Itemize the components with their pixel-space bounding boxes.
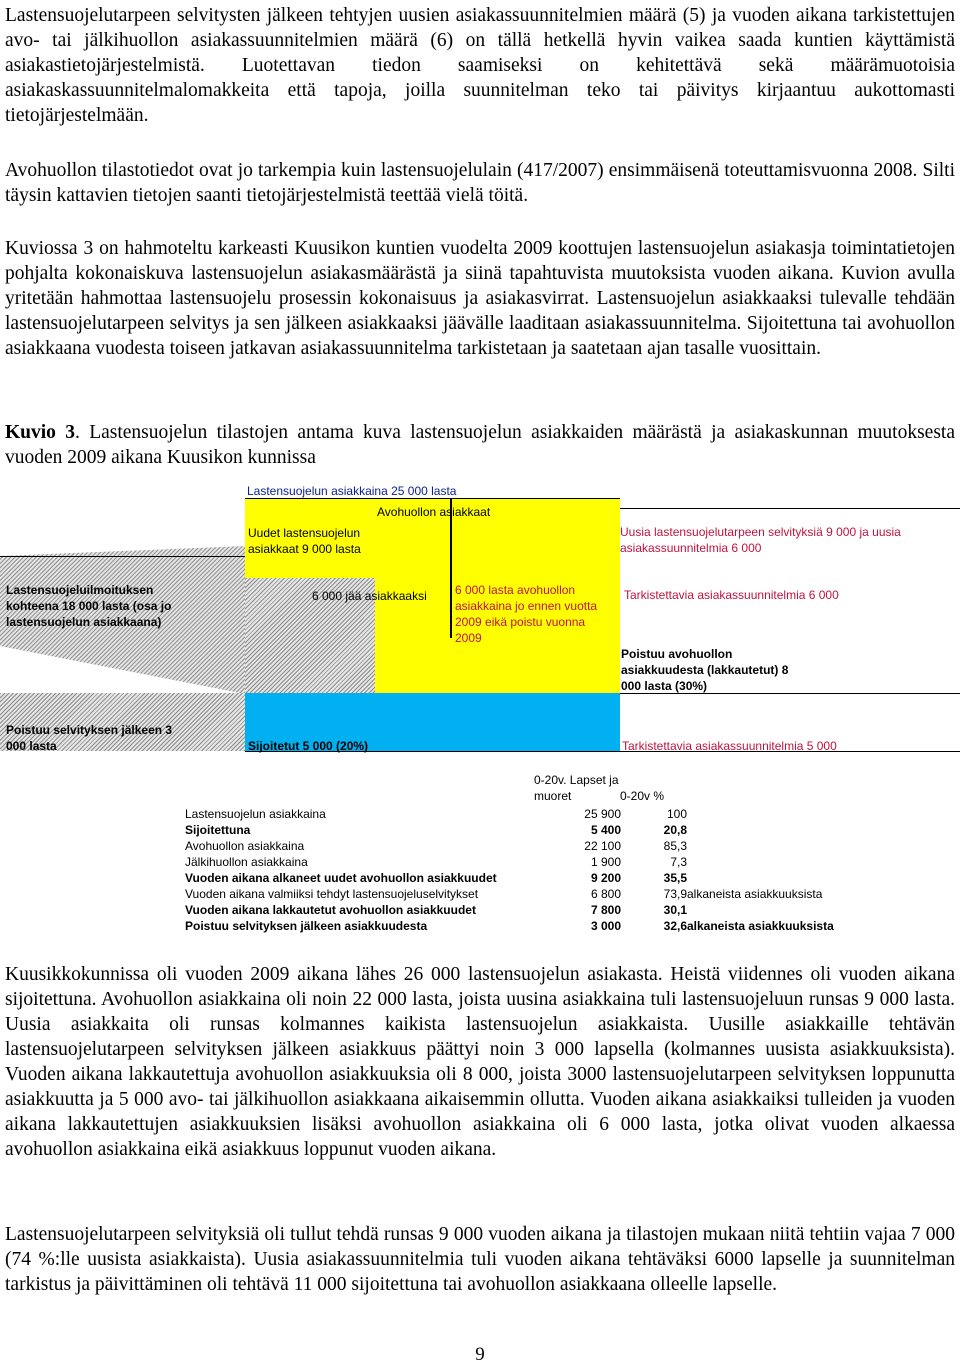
table-row bbox=[185, 822, 865, 838]
table-row bbox=[185, 902, 865, 918]
table-row bbox=[185, 918, 865, 934]
caption-text: . Lastensuojelun tilastojen antama kuva lastensuojelun asiakkaiden määrästä ja asiakaskunnan muutoksesta vuoden 2009 aikana Kuusikon kunnissa bbox=[5, 422, 955, 468]
total-label: Lastensuojelun asiakkaina 25 000 lasta bbox=[247, 484, 457, 498]
row-label: Avohuollon asiakkaina bbox=[185, 839, 305, 853]
row-percent: 100 bbox=[666, 807, 687, 821]
figure-caption bbox=[5, 420, 955, 470]
continuing-label: 6 000 lasta avohuollon asiakkaina jo ennen vuotta 2009 eikä poistu vuonna 2009 bbox=[455, 583, 598, 645]
table-row bbox=[185, 870, 865, 886]
paragraph-kuvio-description: Kuviossa 3 on hahmoteltu karkeasti Kuusikon kuntien vuodelta 2009 koottujen lastensuojelun asiakasja toimintatietojen pohjalta kokonaiskuva lastensuojelun asiakasmäärästä ja siinä tapahtuvista muutoksista vuoden aikana. Kuvion avulla yritetään hahmottaa lastensuojelu prosessin kokonaisuus ja asiakasvirrat. Lastensuojelun asiakkaaksi tulevalle tehdään lastensuojelutarpeen selvitys ja sen jälkeen asiakkaaksi jäävälle laaditaan asiakassuunnitelma. Sijoitettuna tai avohuollon asiakkaana vuodesta toiseen jatkavan asiakassuunnitelma tarkistetaan ja saatetaan ajan tasalle vuosittain. bbox=[5, 238, 955, 359]
leaving-label: Poistuu avohuollon asiakkuudesta (lakkautetut) 8 000 lasta (30%) bbox=[621, 647, 789, 693]
new-clients-label: Uudet lastensuojelun asiakkaat 9 000 lasta bbox=[248, 526, 361, 556]
row-count: 1 900 bbox=[590, 855, 621, 869]
paragraph-intro: Lastensuojelutarpeen selvitysten jälkeen tehtyjen uusien asiakassuunnitelmien määrä (5) ja vuoden aikana tarkistettujen avo- tai jälkihuollon asiakassuunnitelmien määrä (6) on tällä hetkellä hyvin vaikea saada kuntien käyttämistä asiakastietojärjestelmistä. Luotettavan tiedon saamiseksi on kehitettävä sekä määrämuotoisia asiakaskassuunnitelmalomakkeita että tapoja, joilla suunnitelman teko tai päivitys kirjaantuu aukottomasti tietojärjestelmään. bbox=[5, 5, 955, 126]
row-note: alkaneista asiakkuuksista bbox=[687, 887, 823, 901]
row-count: 6 800 bbox=[590, 887, 621, 901]
placed-label: Sijoitetut 5 000 (20%) bbox=[248, 739, 369, 753]
row-percent: 7,3 bbox=[670, 855, 687, 869]
row-label: Jälkihuollon asiakkaina bbox=[185, 855, 308, 869]
row-percent: 20,8 bbox=[663, 823, 687, 837]
row-label: Vuoden aikana alkaneet uudet avohuollon asiakkuudet bbox=[185, 871, 497, 885]
table-row bbox=[185, 854, 865, 870]
statistics-table bbox=[185, 772, 865, 934]
table-body bbox=[185, 806, 865, 934]
leaving-assessment-label: Poistuu selvityksen jälkeen 3 000 lasta bbox=[6, 723, 173, 753]
stay-clients-label: 6 000 jää asiakkaaksi bbox=[312, 589, 427, 603]
row-count: 3 000 bbox=[590, 919, 621, 933]
divider-line bbox=[620, 508, 960, 509]
table-row bbox=[185, 806, 865, 822]
row-percent: 30,1 bbox=[663, 903, 687, 917]
row-label: Poistuu selvityksen jälkeen asiakkuudesta bbox=[185, 919, 428, 933]
row-count: 22 100 bbox=[584, 839, 621, 853]
divider-line bbox=[0, 556, 245, 557]
row-label: Lastensuojelun asiakkaina bbox=[185, 807, 326, 821]
col-header-count: 0-20v. Lapset ja muoret bbox=[534, 773, 619, 803]
table-header bbox=[185, 772, 865, 806]
table-row bbox=[185, 886, 865, 902]
plans-checked-label-2: Tarkistettavia asiakassuunnitelmia 5 000 bbox=[622, 739, 837, 753]
row-note: alkaneista asiakkuuksista bbox=[687, 919, 834, 933]
row-count: 9 200 bbox=[590, 871, 621, 885]
notifications-label: Lastensuojeluilmoituksen kohteena 18 000 lasta (osa jo lastensuojelun asiakkaana) bbox=[6, 583, 172, 629]
row-label: Vuoden aikana lakkautetut avohuollon asiakkuudet bbox=[185, 903, 476, 917]
page-number: 9 bbox=[475, 1344, 485, 1365]
row-count: 5 400 bbox=[590, 823, 621, 837]
paragraph-avohuolto: Avohuollon tilastotiedot ovat jo tarkempia kuin lastensuojelulain (417/2007) ensimmäisenä toteuttamisvuonna 2008. Silti täysin kattavien tietojen saanti tietojärjestelmistä teettää vielä töitä. bbox=[5, 160, 955, 206]
row-count: 7 800 bbox=[590, 903, 621, 917]
paragraph-selvitykset: Lastensuojelutarpeen selvityksiä oli tullut tehdä runsas 9 000 vuoden aikana ja tilastojen mukaan niitä tehtiin vajaa 7 000 (74 %:lle uusista asiakkaista). Uusia asiakassuunnitelmia tuli vuoden aikana tehtäväksi 6000 lapselle ja suunnitelman tarkistus ja päivittäminen oli tehtävä 11 000 sijoitettuna tai avohuollon asiakkaana olleelle lapselle. bbox=[5, 1224, 955, 1295]
row-label: Sijoitettuna bbox=[185, 823, 251, 837]
col-header-percent: 0-20v % bbox=[620, 789, 665, 803]
table-row bbox=[185, 838, 865, 854]
paragraph-kuusikko: Kuusikkokunnissa oli vuoden 2009 aikana lähes 26 000 lastensuojelun asiakasta. Heistä viidennes oli vuoden aikana sijoitettuna. Avohuollon asiakkaina oli noin 22 000 lasta, joista uusina asiakkaina tuli lastensuojeluun runsas 9 000 lasta. Uusia asiakkaita oli runsas kolmannes kaikista lastensuojelun asiakkaista. Uusille asiakkaille tehtävän lastensuojelutarpeen selvityksen jälkeen asiakkuus päättyi noin 3 000 lapsella (kolmannes uusista asiakkuuksista). Vuoden aikana lakkautettuja avohuollon asiakkuuksia oli 8 000, joista 3000 lastensuojelutarpeen selvityksen loppunutta asiakkuutta ja 5 000 avo- tai jälkihuollon asiakkaana aikaisemmin ollutta. Vuoden aikana asiakkaiksi tulleiden ja vuoden aikana lakkautettujen asiakkuuksien lisäksi avohuollon asiakkaina oli 6 000 lasta, jotka olivat vuoden alkaessa avohuollon asiakkaina eikä asiakkuus loppunut vuoden aikana. bbox=[5, 964, 955, 1160]
row-percent: 73,9 bbox=[663, 887, 687, 901]
row-percent: 85,3 bbox=[663, 839, 687, 853]
avohuolto-label: Avohuollon asiakkaat bbox=[377, 505, 491, 519]
row-percent: 32,6 bbox=[663, 919, 687, 933]
caption-label: Kuvio 3 bbox=[5, 422, 75, 443]
new-assessments-label: Uusia lastensuojelutarpeen selvityksiä 9 000 ja uusia asiakassuunnitelmia 6 000 bbox=[620, 525, 901, 555]
row-count: 25 900 bbox=[584, 807, 621, 821]
client-flow-diagram bbox=[0, 478, 960, 768]
row-percent: 35,5 bbox=[663, 871, 687, 885]
row-label: Vuoden aikana valmiiksi tehdyt lastensuojeluselvitykset bbox=[185, 887, 479, 901]
plans-checked-label: Tarkistettavia asiakassuunnitelmia 6 000 bbox=[624, 588, 839, 602]
